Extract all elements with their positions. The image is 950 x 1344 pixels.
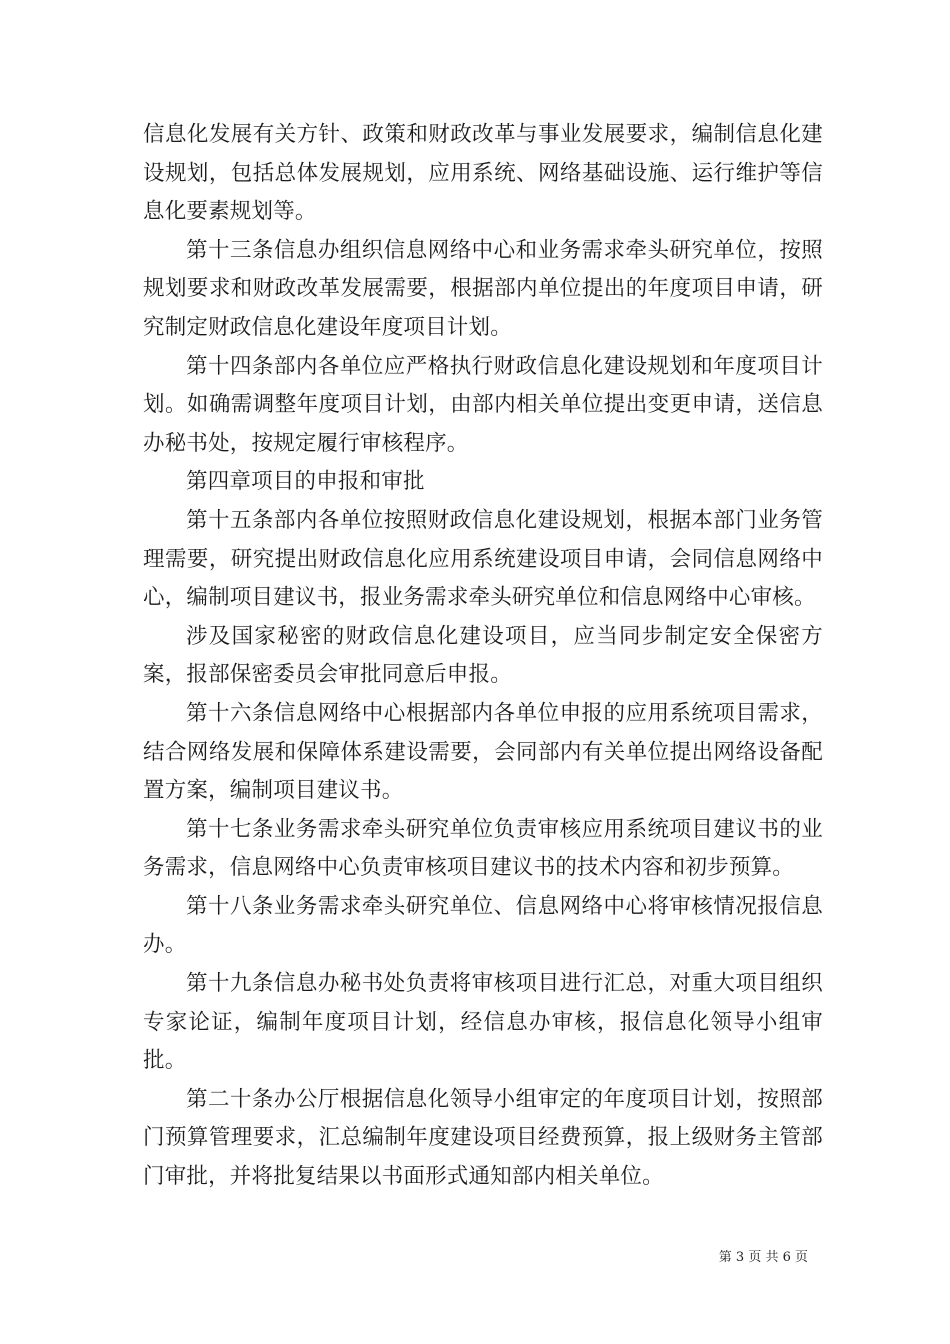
paragraph-article-14: 第十四条部内各单位应严格执行财政信息化建设规划和年度项目计划。如确需调整年度项目计划，由部内相关单位提出变更申请，送信息办秘书处，按规定履行审核程序。	[143, 353, 823, 456]
paragraph-article-17: 第十七条业务需求牵头研究单位负责审核应用系统项目建议书的业务需求，信息网络中心负责审核项目建议书的技术内容和初步预算。	[143, 816, 823, 881]
paragraph-article-19: 第十九条信息办秘书处负责将审核项目进行汇总，对重大项目组织专家论证，编制年度项目计划，经信息办审核，报信息化领导小组审批。	[143, 971, 823, 1074]
paragraph-article-20: 第二十条办公厅根据信息化领导小组审定的年度项目计划，按照部门预算管理要求，汇总编制年度建设项目经费预算，报上级财务主管部门审批，并将批复结果以书面形式通知部内相关单位。	[143, 1086, 823, 1190]
chapter-heading: 第四章项目的申报和审批	[186, 469, 425, 495]
paragraph-article-16: 第十六条信息网络中心根据部内各单位申报的应用系统项目需求，结合网络发展和保障体系建设需要，会同部内有关单位提出网络设备配置方案，编制项目建议书。	[143, 700, 823, 804]
paragraph-article-15: 第十五条部内各单位按照财政信息化建设规划，根据本部门业务管理需要，研究提出财政信息化应用系统建设项目申请，会同信息网络中心，编制项目建议书，报业务需求牵头研究单位和信息网络中心审核。	[143, 507, 823, 611]
paragraph-article-18: 第十八条业务需求牵头研究单位、信息网络中心将审核情况报信息办。	[143, 893, 823, 958]
paragraph-article-13: 第十三条信息办组织信息网络中心和业务需求牵头研究单位，按照规划要求和财政改革发展需要，根据部内单位提出的年度项目申请，研究制定财政信息化建设年度项目计划。	[143, 237, 823, 340]
paragraph-continued: 信息化发展有关方针、政策和财政改革与事业发展要求，编制信息化建设规划，包括总体发展规划，应用系统、网络基础设施、运行维护等信息化要素规划等。	[143, 122, 823, 225]
paragraph-secrecy: 涉及国家秘密的财政信息化建设项目，应当同步制定安全保密方案，报部保密委员会审批同意后申报。	[143, 623, 823, 688]
page-number: 第 3 页 共 6 页	[718, 1250, 808, 1265]
document-body	[143, 116, 823, 1197]
